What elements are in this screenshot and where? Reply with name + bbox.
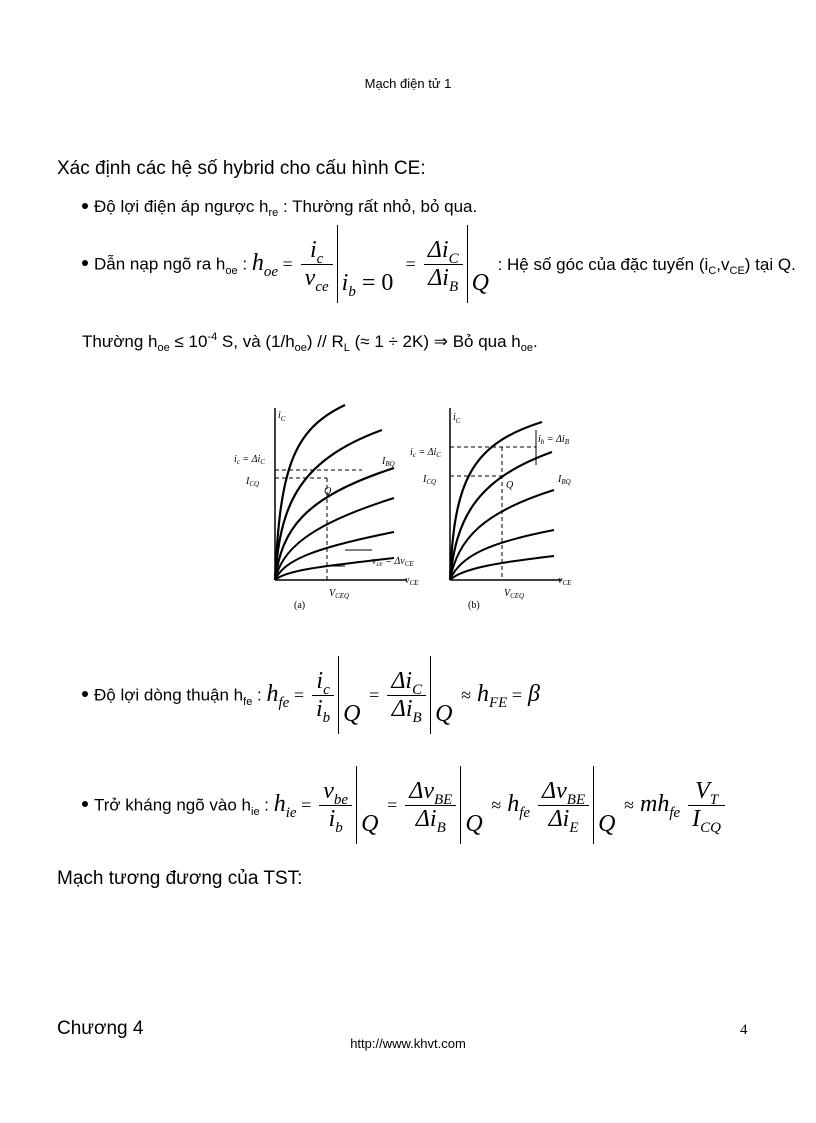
hie-formula: $h_{ie}$ = $\frac{v_{be}}{i_b}$ Q = $\frac{\Delta v_{BE}}{\Delta i_B}$ Q ≈ $h_{fe}$ $\frac{\Delta v_{BE}}{\Delta i_E}$ Q ≈ $mh_{fe}$ $\frac{V_T}{I_{CQ}}$ [274,791,727,817]
hfe-formula: $h_{fe}$ = $\frac{i_c}{i_b}$ Q = $\frac{\Delta i_C}{\Delta i_B}$ Q ≈ $h_{FE} = \beta$ [267,681,540,707]
fig-a-icq: $I_{CQ}$ [246,476,260,488]
hoe-formula: $h_{oe}$ = $\frac{i_c}{v_{ce}}$ $i_b = 0$ = $\frac{\Delta i_C}{\Delta i_B}$ Q [252,250,498,276]
fig-b-q: Q [506,480,514,491]
fig-b-vceq: $V_{CEQ}$ [504,588,525,600]
bullet-dot [82,203,88,209]
fig-a-vce-note: $v_{ce} = \Delta v_{CE}$ [372,556,414,568]
fig-b-ic-label: $i_C$ [453,412,461,425]
page-number: 4 [740,1022,748,1038]
fig-a-ic-label: $i_C$ [278,410,286,423]
fig-a-vceq: $V_{CEQ}$ [329,588,350,600]
fig-b-delta-ib: $i_b = \Delta i_B$ [538,434,569,446]
fig-b-vce-axis: $v_{CE}$ [558,575,572,587]
fig-b-caption: (b) [468,600,480,611]
bullet-dot [82,260,88,266]
fig-a-caption: (a) [294,600,306,611]
footer-chapter: Chương 4 [57,1018,144,1039]
footer-url: http://www.khvt.com [350,1036,466,1051]
fig-a-q: Q [324,486,332,497]
bullet-dot [82,801,88,807]
fig-a-delta-ic: $i_c = \Delta i_C$ [234,454,265,466]
fig-b-icq: $I_{CQ}$ [423,474,437,486]
fig-a-vce-axis: $v_{CE}$ [405,575,419,587]
bullet-hfe: Độ lợi dòng thuận $h_{fe}$ : $h_{fe}$ = $\frac{i_c}{i_b}$ Q = $\frac{\Delta i_C}{\Delta i_B}$ Q ≈ $h_{FE} = \beta$ [82,656,540,734]
bullet-hoe: Dẫn nạp ngõ ra $h_{oe}$ : $h_{oe}$ = $\frac{i_c}{v_{ce}}$ $i_b = 0$ = $\frac{\Delta i_C}{\Delta i_B}$ Q : Hệ số góc của đặc tuyến $(i_C,v_{CE})$ tại Q. [82,225,796,303]
bullet-dot [82,691,88,697]
fig-b-delta-ic: $i_c = \Delta i_C$ [410,447,441,459]
hoe-note: Thường $h_{oe} \le 10^{-4}$ S, và $(1/h_{oe}) // R_L$ (≈ 1 ÷ 2K) ⇒ Bỏ qua $h_{oe}$. [82,331,538,354]
fig-a-ibq: $I_{BQ}$ [382,456,395,468]
fig-b-ibq: $I_{BQ}$ [558,474,571,486]
output-characteristics-figure [232,390,592,620]
section-title: Mạch tương đương của TST: [57,868,303,889]
intro-text: Xác định các hệ số hybrid cho cấu hình CE: [57,158,426,179]
figure-a [275,405,407,580]
page-header: Mạch điện tử 1 [364,76,452,91]
bullet-hre: Độ lợi điện áp ngược $h_{re}$ : Thường rất nhỏ, bỏ qua. [82,197,477,217]
bullet-hie: Trở kháng ngõ vào $h_{ie}$ : $h_{ie}$ = $\frac{v_{be}}{i_b}$ Q = $\frac{\Delta v_{BE}}{\Delta i_B}$ Q ≈ $h_{fe}$ $\frac{\Delta v_{BE}}{\Delta i_E}$ Q ≈ $mh_{fe}$ $\frac{V_T}{I_{CQ}}$ [82,766,727,844]
